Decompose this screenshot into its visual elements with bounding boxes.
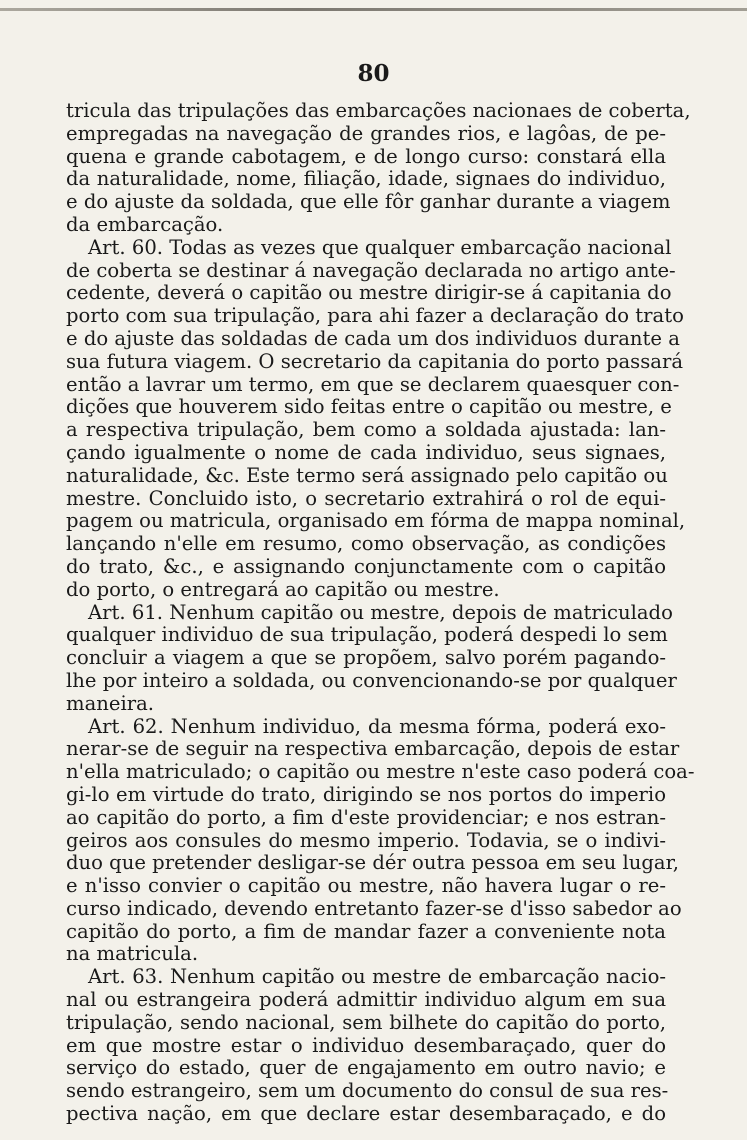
text-line: capitão do porto, a fim de mandar fazer a conveniente nota xyxy=(66,919,666,943)
text-line: ao capitão do porto, a fim d'este providenciar; e nos estran- xyxy=(66,805,666,829)
text-line: concluir a viagem a que se propõem, salvo porém pagando- xyxy=(66,646,666,670)
text-line: qualquer individuo de sua tripulação, poderá despedi lo sem xyxy=(66,623,668,647)
text-line: e n'isso convier o capitão ou mestre, não havera lugar o re- xyxy=(66,874,666,898)
text-line: na matricula. xyxy=(66,942,199,966)
top-rule xyxy=(0,8,747,11)
text-line: lançando n'elle em resumo, como observação, as condições xyxy=(66,532,666,556)
text-line: do porto, o entregará ao capitão ou mestre. xyxy=(66,577,500,601)
text-line: da embarcação. xyxy=(66,212,224,236)
text-line: gi-lo em virtude do trato, dirigindo se nos portos do imperio xyxy=(66,782,666,806)
text-line: então a lavrar um termo, em que se declarem quaesquer con- xyxy=(66,372,680,396)
text-line: dições que houverem sido feitas entre o capitão ou mestre, e xyxy=(66,395,672,419)
text-line: de coberta se destinar á navegação declarada no artigo ante- xyxy=(66,258,676,282)
text-line: sendo estrangeiro, sem um documento do consul de sua res- xyxy=(66,1079,669,1103)
text-line: e do ajuste da soldada, que elle fôr ganhar durante a viagem xyxy=(66,190,671,214)
text-line: nal ou estrangeira poderá admittir individuo algum em sua xyxy=(66,988,666,1012)
text-line: porto com sua tripulação, para ahi fazer a declaração do trato xyxy=(66,304,684,328)
text-line: tricula das tripulações das embarcações nacionaes de coberta, xyxy=(66,99,691,122)
text-line: sua futura viagem. O secretario da capitania do porto passará xyxy=(66,349,684,373)
text-line: maneira. xyxy=(66,691,155,715)
text-line: pagem ou matricula, organisado em fórma de mappa nominal, xyxy=(66,509,686,533)
text-line: lhe por inteiro a soldada, ou convencionando-se por qualquer xyxy=(66,668,677,692)
text-line: em que mostre estar o individuo desembaraçado, quer do xyxy=(66,1033,666,1057)
text-line: n'ella matriculado; o capitão ou mestre n'este caso poderá coa- xyxy=(66,760,695,784)
text-line: curso indicado, devendo entretanto fazer-se d'isso sabedor ao xyxy=(66,896,682,920)
text-line: Art. 60. Todas as vezes que qualquer embarcação nacional xyxy=(88,235,672,259)
text-line: serviço do estado, quer de engajamento em outro navio; e xyxy=(66,1056,666,1080)
text-line: Art. 63. Nenhum capitão ou mestre de embarcação nacio- xyxy=(88,965,666,989)
article-61 xyxy=(66,600,677,716)
text-line: çando igualmente o nome de cada individuo, seus signaes, xyxy=(66,440,666,464)
text-line: quena e grande cabotagem, e de longo curso: constará ella xyxy=(66,144,666,168)
text-line: tripulação, sendo nacional, sem bilhete do capitão do porto, xyxy=(66,1010,666,1034)
text-line: e do ajuste das soldadas de cada um dos individuos durante a xyxy=(66,326,680,350)
text-line: geiros aos consules do mesmo imperio. Todavia, se o indivi- xyxy=(66,828,666,852)
body-text xyxy=(66,99,695,1126)
text-line: do trato, &c., e assignando conjunctamente com o capitão xyxy=(66,554,666,578)
text-line: Art. 62. Nenhum individuo, da mesma fórma, poderá exo- xyxy=(88,714,666,738)
text-line: Art. 61. Nenhum capitão ou mestre, depois de matriculado xyxy=(88,600,673,624)
text-line: da naturalidade, nome, filiação, idade, signaes do individuo, xyxy=(66,167,666,191)
article-62 xyxy=(66,714,695,967)
text-line: duo que pretender desligar-se dér outra pessoa em seu lugar, xyxy=(66,851,680,875)
text-line: empregadas na navegação de grandes rios, e lagôas, de pe- xyxy=(66,121,666,145)
text-line: pectiva nação, em que declare estar desembaraçado, e do xyxy=(66,1102,666,1126)
text-line: a respectiva tripulação, bem como a soldada ajustada: lan- xyxy=(66,418,666,442)
text-line: mestre. Concluido isto, o secretario extrahirá o rol de equi- xyxy=(66,486,666,510)
paragraph-continuation xyxy=(66,99,691,237)
article-60 xyxy=(66,235,686,602)
text-line: cedente, deverá o capitão ou mestre dirigir-se á capitania do xyxy=(66,281,672,305)
article-63 xyxy=(66,965,669,1126)
text-line: naturalidade, &c. Este termo será assignado pelo capitão ou xyxy=(66,463,668,487)
text-line: nerar-se de seguir na respectiva embarcação, depois de estar xyxy=(66,737,680,761)
page-number: 80 xyxy=(357,60,390,87)
